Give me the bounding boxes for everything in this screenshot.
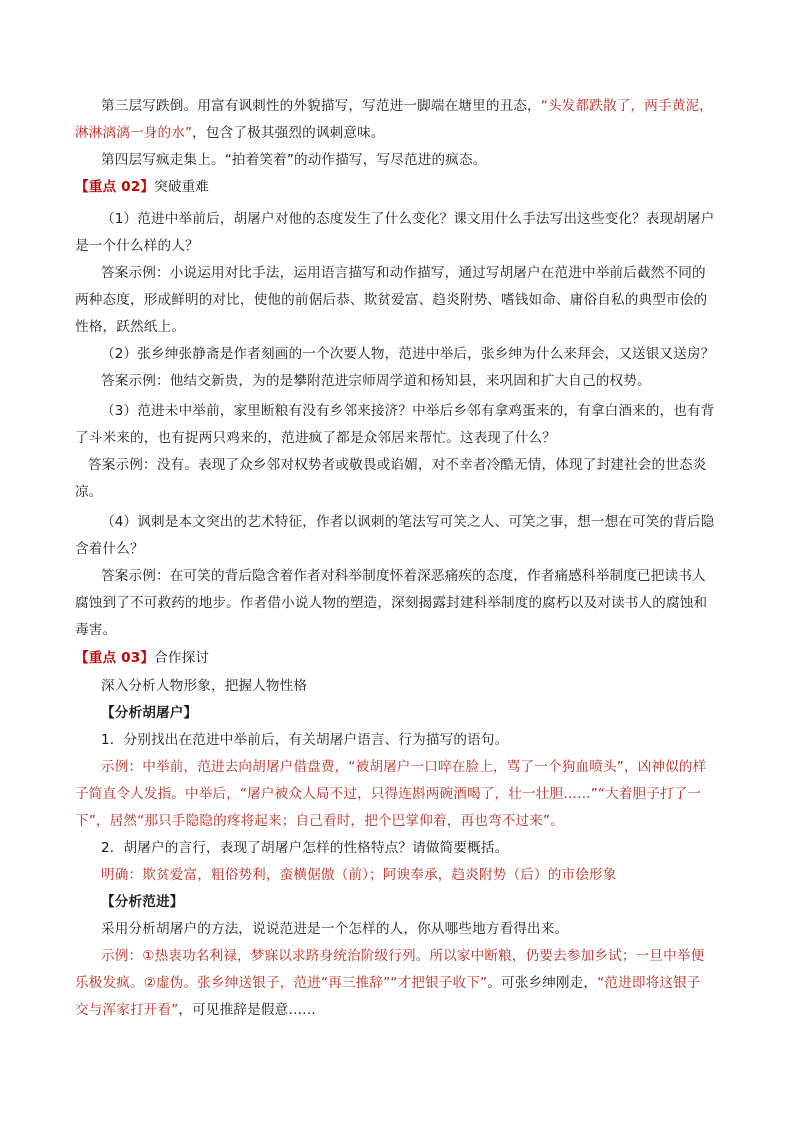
answer-4-cont: 毒害。 (75, 622, 117, 638)
example-1-cont: 子简直令人发指。中举后，“屠户被众人局不过，只得连斟两碗酒喝了，壮一壮胆……”“大着胆子打了一 (75, 786, 702, 802)
question-1-cont: 是一个什么样的人？ (75, 238, 199, 254)
paragraph-third-layer (101, 96, 713, 116)
example-text: 。可张乡绅刚走， (487, 975, 598, 991)
answer-1-cont: 两种态度，形成鲜明的对比，使他的前倨后恭、欺贫爱富、趋炎附势、嗜钱如命、庸俗自私的典型市侩的 (75, 292, 708, 308)
quote-red: 交与浑家打开看” (75, 1002, 179, 1018)
section-tag: 【重点 02】 (75, 179, 155, 195)
paragraph-text: 第三层写跌倒。用富有讽刺性的外貌描写，写范进一脚端在塘里的丑态， (101, 98, 541, 114)
example-1: 示例：中举前，范进去向胡屠户借盘费，“被胡屠户一口啐在脸上，骂了一个狗血喷头”，凶神似的样 (101, 759, 707, 775)
answer-2: 答案示例：他结交新贵，为的是攀附范进宗师周学道和杨知县，来巩固和扩大自己的权势。 (101, 373, 651, 389)
quote-red: 淋淋漓漓一身的水” (75, 125, 193, 141)
answer-3-cont: 凉。 (75, 484, 103, 500)
task-2: 2．胡屠户的言行，表现了胡屠户怎样的性格特点？请做简要概括。 (101, 840, 509, 856)
question-1: （1）范进中举前后，胡屠户对他的态度发生了什么变化？课文用什么手法写出这些变化？表现胡屠户 (101, 211, 715, 227)
clarification: 明确：欺贫爱富，粗俗势利，蛮横倨傲（前）；阿谀奉承，趋炎附势（后）的市侩形象 (101, 867, 617, 883)
question-2: （2）张乡绅张静斋是作者刻画的一个次要人物，范进中举后，张乡绅为什么来拜会，又送银又送房？ (101, 346, 715, 362)
intro-text: 深入分析人物形象，把握人物性格 (101, 678, 308, 694)
example-2-cont (75, 973, 701, 993)
section-heading-02 (75, 177, 209, 197)
section-title: 突破重难 (154, 179, 210, 195)
question-3-cont: 了斗米来的，也有捉两只鸡来的，范进疯了都是众邻居来帮忙。这表现了什么？ (75, 430, 557, 446)
paragraph-third-layer-cont (75, 123, 385, 143)
section-tag: 【重点 03】 (75, 650, 155, 666)
question-4-cont: 含着什么？ (75, 541, 144, 557)
task-1: 1．分别找出在范进中举前后，有关胡屠户语言、行为描写的语句。 (101, 732, 509, 748)
task-3: 采用分析胡屠户的方法，说说范进是一个怎样的人，你从哪些地方看得出来。 (101, 921, 569, 937)
subheading-fanjin: 【分析范进】 (101, 894, 184, 910)
paragraph-text: ，包含了极其强烈的讽刺意味。 (192, 125, 385, 141)
example-text: ，可见推辞是假意…… (178, 1002, 316, 1018)
quote-red: “头发都跌散了，两手黄泥， (540, 98, 713, 114)
example-text: 乐极发疯。②虚伪。张乡绅送银子，范进 (75, 975, 321, 991)
section-title: 合作探讨 (154, 650, 210, 666)
question-3: （3）范进未中举前，家里断粮有没有乡邻来接济？中举后乡邻有拿鸡蛋来的，有拿白酒来的，也有背 (101, 403, 715, 419)
quote-red: “再三推辞”“才把银子收下” (320, 975, 488, 991)
example-2-cont (75, 1000, 316, 1020)
example-1-cont: 下”，居然“那只手隐隐的疼将起来；自己看时，把个巴掌仰着，再也弯不过来”。 (75, 813, 564, 829)
answer-4: 答案示例：在可笑的背后隐含着作者对科举制度怀着深恶痛疾的态度，作者痛感科举制度已把读书人 (101, 568, 706, 584)
quote-red: “范进即将这银子 (597, 975, 701, 991)
subheading-butcher: 【分析胡屠户】 (101, 705, 198, 721)
section-heading-03 (75, 648, 209, 668)
answer-3: 答案示例：没有。表现了众乡邻对权势者或敬畏或谄媚，对不幸者冷酷无情，体现了封建社会的世态炎 (88, 457, 707, 473)
example-2: 示例：①热衷功名利禄，梦寐以求跻身统治阶级行列。所以家中断粮，仍要去参加乡试；一旦中举便 (101, 948, 705, 964)
answer-1: 答案示例：小说运用对比手法，运用语言描写和动作描写，通过写胡屠户在范进中举前后截然不同的 (101, 265, 706, 281)
paragraph-fourth-layer: 第四层写疯走集上。“拍着笑着”的动作描写，写尽范进的疯态。 (101, 152, 487, 168)
question-4: （4）讽刺是本文突出的艺术特征，作者以讽刺的笔法写可笑之人、可笑之事，想一想在可笑的背后隐 (101, 514, 715, 530)
answer-1-cont: 性格，跃然纸上。 (75, 319, 185, 335)
answer-4-cont: 腐蚀到了不可救药的地步。作者借小说人物的塑造，深刻揭露封建科举制度的腐朽以及对读书人的腐蚀和 (75, 595, 708, 611)
